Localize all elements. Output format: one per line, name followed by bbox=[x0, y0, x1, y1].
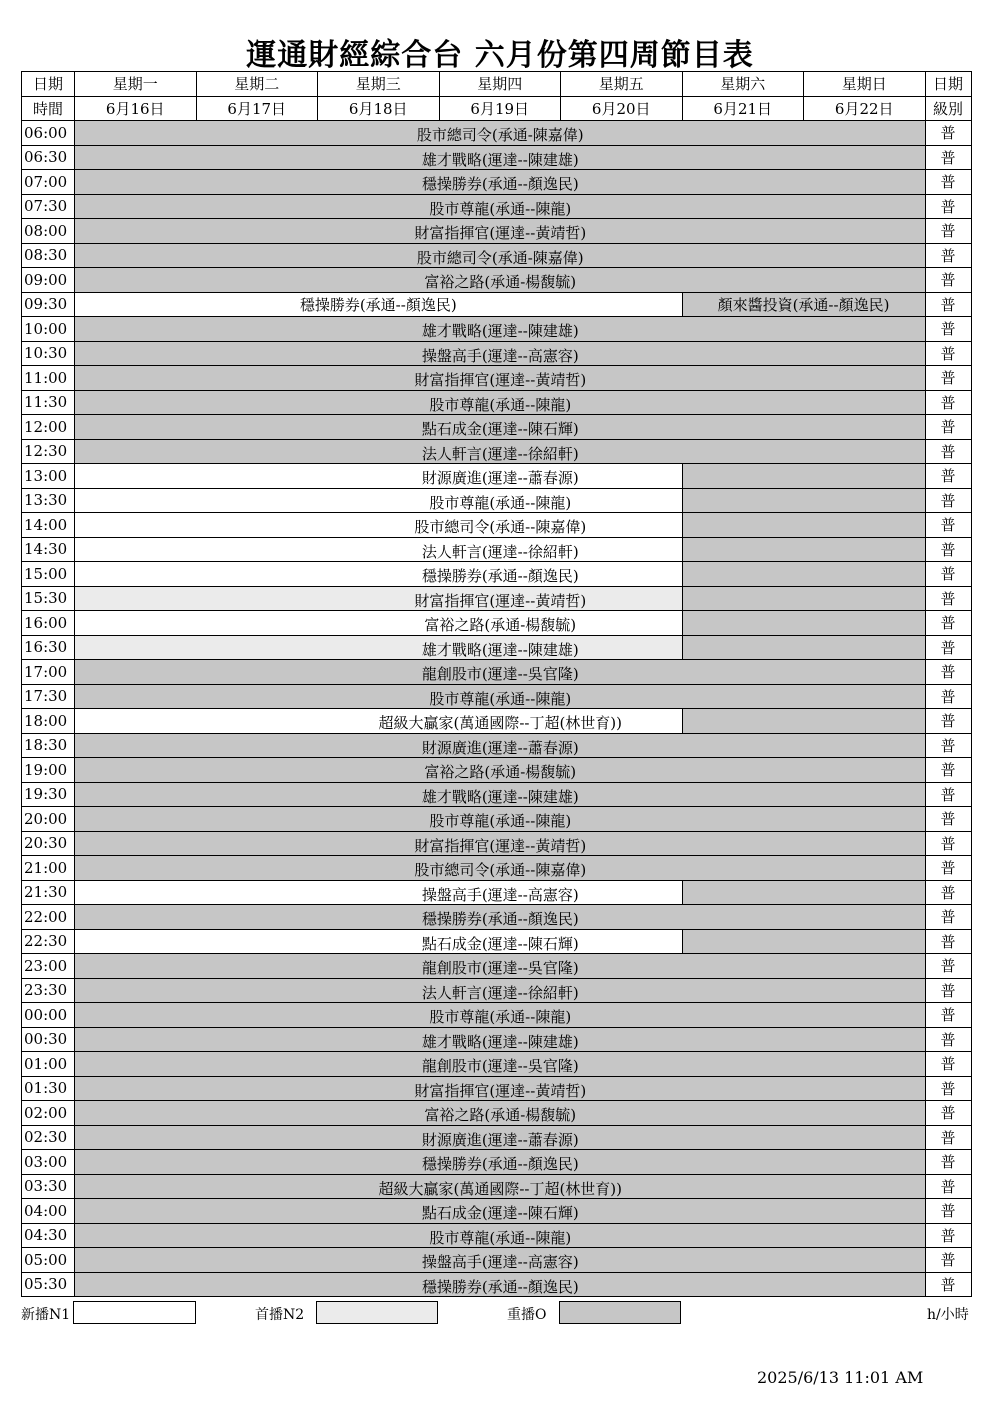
table-row bbox=[22, 1199, 972, 1224]
table-row bbox=[22, 1125, 972, 1150]
program-cell bbox=[75, 1052, 926, 1077]
table-row bbox=[22, 562, 972, 587]
table-row bbox=[22, 1027, 972, 1052]
table-row bbox=[22, 219, 972, 244]
time-slot: 02:00 bbox=[22, 1101, 75, 1126]
legend-unit-label: h/小時 bbox=[927, 1307, 969, 1323]
program-cell bbox=[75, 611, 683, 636]
program-label: 雄才戰略(運達--陳建雄) bbox=[421, 150, 579, 169]
table-row bbox=[22, 341, 972, 366]
header-date-label: 日期 bbox=[22, 72, 75, 97]
time-slot: 15:00 bbox=[22, 562, 75, 587]
time-slot: 13:30 bbox=[22, 488, 75, 513]
program-cell bbox=[75, 1199, 926, 1224]
program-cell bbox=[75, 366, 926, 391]
program-label: 財源廣進(運達--蕭春源) bbox=[421, 1130, 579, 1149]
rating-cell: 普 bbox=[925, 1125, 971, 1150]
table-row bbox=[22, 611, 972, 636]
rating-cell: 普 bbox=[925, 1248, 971, 1273]
rating-cell: 普 bbox=[925, 1027, 971, 1052]
rating-cell: 普 bbox=[925, 831, 971, 856]
legend-rerun-swatch bbox=[559, 1301, 681, 1324]
program-label: 點石成金(運達--陳石輝) bbox=[421, 420, 579, 438]
table-row bbox=[22, 1150, 972, 1175]
program-cell bbox=[682, 488, 925, 513]
time-slot: 22:00 bbox=[22, 905, 75, 930]
table-row bbox=[22, 366, 972, 391]
program-cell bbox=[75, 660, 926, 685]
rating-cell: 普 bbox=[925, 317, 971, 342]
program-cell bbox=[75, 1272, 926, 1297]
program-label: 富裕之路(承通-楊馥毓) bbox=[424, 616, 577, 634]
time-slot: 23:30 bbox=[22, 978, 75, 1003]
table-row bbox=[22, 1003, 972, 1028]
time-slot: 16:30 bbox=[22, 635, 75, 660]
table-row bbox=[22, 1272, 972, 1297]
rating-cell: 普 bbox=[925, 488, 971, 513]
program-cell bbox=[75, 978, 926, 1003]
rating-cell: 普 bbox=[925, 929, 971, 954]
program-cell bbox=[75, 635, 683, 660]
time-slot: 14:30 bbox=[22, 537, 75, 562]
program-label: 雄才戰略(運達--陳建雄) bbox=[421, 640, 579, 659]
program-cell bbox=[75, 954, 926, 979]
rating-cell: 普 bbox=[925, 292, 971, 317]
time-slot: 20:00 bbox=[22, 807, 75, 832]
header-day: 星期一 bbox=[75, 72, 197, 97]
program-cell bbox=[75, 439, 926, 464]
table-row bbox=[22, 513, 972, 538]
program-label: 財富指揮官(運達--黃靖哲) bbox=[414, 224, 587, 242]
program-cell bbox=[682, 611, 925, 636]
table-row bbox=[22, 170, 972, 195]
time-slot: 23:00 bbox=[22, 954, 75, 979]
program-label: 法人軒言(運達--徐紹軒) bbox=[421, 983, 579, 1002]
program-cell bbox=[75, 1125, 926, 1150]
program-cell bbox=[682, 537, 925, 562]
table-row bbox=[22, 194, 972, 219]
program-label: 股市尊龍(承通--陳龍) bbox=[429, 689, 572, 708]
rating-cell: 普 bbox=[925, 243, 971, 268]
rating-cell: 普 bbox=[925, 415, 971, 440]
program-label: 雄才戰略(運達--陳建雄) bbox=[421, 787, 579, 806]
program-label: 穩操勝券(承通--顏逸民) bbox=[421, 910, 579, 928]
table-row bbox=[22, 292, 972, 317]
program-cell bbox=[75, 831, 926, 856]
header-day: 星期二 bbox=[196, 72, 318, 97]
rating-cell: 普 bbox=[925, 782, 971, 807]
table-row bbox=[22, 268, 972, 293]
program-label: 穩操勝券(承通--顏逸民) bbox=[299, 295, 457, 314]
schedule-table bbox=[21, 71, 972, 1297]
time-slot: 14:00 bbox=[22, 513, 75, 538]
time-slot: 21:00 bbox=[22, 856, 75, 881]
time-slot: 10:30 bbox=[22, 341, 75, 366]
program-cell bbox=[75, 1150, 926, 1175]
program-cell bbox=[75, 758, 926, 783]
header-day: 星期四 bbox=[439, 72, 561, 97]
program-label: 穩操勝券(承通--顏逸民) bbox=[421, 175, 579, 193]
time-slot: 01:30 bbox=[22, 1076, 75, 1101]
rating-cell: 普 bbox=[925, 562, 971, 587]
program-label: 操盤高手(運達--高憲容) bbox=[421, 1253, 579, 1271]
table-row bbox=[22, 317, 972, 342]
time-slot: 07:30 bbox=[22, 194, 75, 219]
rating-cell: 普 bbox=[925, 145, 971, 170]
time-slot: 06:30 bbox=[22, 145, 75, 170]
program-cell bbox=[75, 121, 926, 146]
program-cell bbox=[75, 733, 926, 758]
header-time-label: 時間 bbox=[22, 96, 75, 121]
program-label: 股市尊龍(承通--陳龍) bbox=[429, 199, 572, 218]
rating-cell: 普 bbox=[925, 268, 971, 293]
program-cell bbox=[75, 268, 926, 293]
table-row bbox=[22, 1248, 972, 1273]
program-cell bbox=[682, 562, 925, 587]
table-row bbox=[22, 978, 972, 1003]
program-label: 龍創股市(運達--吳官隆) bbox=[421, 665, 579, 683]
program-label: 財富指揮官(運達--黃靖哲) bbox=[414, 836, 587, 855]
table-row bbox=[22, 1174, 972, 1199]
time-slot: 03:00 bbox=[22, 1150, 75, 1175]
program-label: 股市尊龍(承通--陳龍) bbox=[429, 1008, 572, 1026]
header-day: 星期五 bbox=[561, 72, 683, 97]
rating-cell: 普 bbox=[925, 1199, 971, 1224]
program-cell bbox=[75, 194, 926, 219]
program-label: 龍創股市(運達--吳官隆) bbox=[421, 1057, 579, 1075]
rating-cell: 普 bbox=[925, 439, 971, 464]
header-date: 6月20日 bbox=[561, 96, 683, 121]
header-date: 6月18日 bbox=[318, 96, 440, 121]
program-label: 點石成金(運達--陳石輝) bbox=[421, 934, 579, 953]
rating-cell: 普 bbox=[925, 170, 971, 195]
program-label: 富裕之路(承通-楊馥毓) bbox=[424, 273, 577, 291]
program-cell bbox=[75, 782, 926, 807]
program-cell bbox=[75, 415, 926, 440]
program-label: 顏來醬投資(承通--顏逸民) bbox=[717, 295, 890, 314]
program-label: 雄才戰略(運達--陳建雄) bbox=[421, 322, 579, 340]
program-label: 富裕之路(承通-楊馥毓) bbox=[424, 763, 577, 781]
program-cell bbox=[75, 929, 683, 954]
time-slot: 12:00 bbox=[22, 415, 75, 440]
rating-cell: 普 bbox=[925, 121, 971, 146]
time-slot: 00:30 bbox=[22, 1027, 75, 1052]
program-label: 雄才戰略(運達--陳建雄) bbox=[421, 1032, 579, 1051]
table-row bbox=[22, 807, 972, 832]
time-slot: 19:00 bbox=[22, 758, 75, 783]
table-row bbox=[22, 635, 972, 660]
program-label: 法人軒言(運達--徐紹軒) bbox=[421, 542, 579, 561]
time-slot: 22:30 bbox=[22, 929, 75, 954]
legend-new-label: 新播N1 bbox=[21, 1307, 71, 1323]
program-label: 財源廣進(運達--蕭春源) bbox=[421, 469, 579, 487]
table-row bbox=[22, 415, 972, 440]
time-slot: 12:30 bbox=[22, 439, 75, 464]
program-label: 股市尊龍(承通--陳龍) bbox=[429, 1228, 572, 1247]
header-date: 6月16日 bbox=[75, 96, 197, 121]
program-cell bbox=[682, 929, 925, 954]
program-cell bbox=[75, 390, 926, 415]
program-label: 財富指揮官(運達--黃靖哲) bbox=[414, 371, 587, 389]
time-slot: 04:30 bbox=[22, 1223, 75, 1248]
program-cell bbox=[75, 1174, 926, 1199]
table-row bbox=[22, 121, 972, 146]
rating-cell: 普 bbox=[925, 709, 971, 734]
program-label: 穩操勝券(承通--顏逸民) bbox=[421, 1155, 579, 1173]
table-row bbox=[22, 758, 972, 783]
program-label: 股市總司令(承通-陳嘉偉) bbox=[416, 126, 584, 144]
program-cell bbox=[75, 880, 683, 905]
table-row bbox=[22, 390, 972, 415]
header-rating-label: 級別 bbox=[925, 96, 971, 121]
program-cell bbox=[75, 145, 926, 170]
program-cell bbox=[75, 807, 926, 832]
table-row bbox=[22, 782, 972, 807]
table-row bbox=[22, 439, 972, 464]
program-label: 法人軒言(運達--徐紹軒) bbox=[421, 444, 579, 463]
rating-cell: 普 bbox=[925, 1101, 971, 1126]
rating-cell: 普 bbox=[925, 1174, 971, 1199]
time-slot: 18:30 bbox=[22, 733, 75, 758]
time-slot: 11:00 bbox=[22, 366, 75, 391]
header-day: 星期三 bbox=[318, 72, 440, 97]
legend-new-swatch bbox=[73, 1301, 196, 1324]
program-label: 穩操勝券(承通--顏逸民) bbox=[421, 567, 579, 585]
rating-cell: 普 bbox=[925, 807, 971, 832]
time-slot: 20:30 bbox=[22, 831, 75, 856]
program-label: 富裕之路(承通-楊馥毓) bbox=[424, 1106, 577, 1124]
program-cell bbox=[75, 464, 683, 489]
program-cell bbox=[75, 292, 683, 317]
rating-cell: 普 bbox=[925, 684, 971, 709]
program-label: 穩操勝券(承通--顏逸民) bbox=[421, 1277, 579, 1296]
rating-cell: 普 bbox=[925, 880, 971, 905]
table-row bbox=[22, 488, 972, 513]
time-slot: 19:30 bbox=[22, 782, 75, 807]
table-row bbox=[22, 684, 972, 709]
program-label: 股市尊龍(承通--陳龍) bbox=[429, 812, 572, 830]
program-cell bbox=[75, 341, 926, 366]
program-label: 操盤高手(運達--高憲容) bbox=[421, 346, 579, 365]
time-slot: 11:30 bbox=[22, 390, 75, 415]
table-row bbox=[22, 905, 972, 930]
program-label: 財富指揮官(運達--黃靖哲) bbox=[414, 1081, 587, 1100]
rating-cell: 普 bbox=[925, 733, 971, 758]
program-label: 財源廣進(運達--蕭春源) bbox=[421, 738, 579, 757]
table-row bbox=[22, 1101, 972, 1126]
header-day: 星期日 bbox=[804, 72, 926, 97]
table-row bbox=[22, 660, 972, 685]
time-slot: 15:30 bbox=[22, 586, 75, 611]
table-row bbox=[22, 1052, 972, 1077]
time-slot: 10:00 bbox=[22, 317, 75, 342]
program-cell bbox=[75, 562, 683, 587]
legend bbox=[21, 1300, 971, 1326]
rating-cell: 普 bbox=[925, 586, 971, 611]
program-label: 股市總司令(承通-陳嘉偉) bbox=[416, 248, 584, 267]
time-slot: 17:30 bbox=[22, 684, 75, 709]
rating-cell: 普 bbox=[925, 1272, 971, 1297]
program-label: 操盤高手(運達--高憲容) bbox=[421, 885, 579, 904]
table-row bbox=[22, 537, 972, 562]
rating-cell: 普 bbox=[925, 390, 971, 415]
program-label: 股市尊龍(承通--陳龍) bbox=[429, 493, 572, 512]
program-cell bbox=[75, 856, 926, 881]
table-row bbox=[22, 856, 972, 881]
rating-cell: 普 bbox=[925, 856, 971, 881]
table-row bbox=[22, 733, 972, 758]
header-date-label-right: 日期 bbox=[925, 72, 971, 97]
program-cell bbox=[682, 586, 925, 611]
table-row bbox=[22, 145, 972, 170]
time-slot: 02:30 bbox=[22, 1125, 75, 1150]
time-slot: 09:00 bbox=[22, 268, 75, 293]
program-cell bbox=[75, 488, 683, 513]
table-row bbox=[22, 464, 972, 489]
program-cell bbox=[75, 1223, 926, 1248]
rating-cell: 普 bbox=[925, 978, 971, 1003]
time-slot: 16:00 bbox=[22, 611, 75, 636]
program-cell bbox=[75, 243, 926, 268]
program-label: 股市尊龍(承通--陳龍) bbox=[429, 395, 572, 414]
rating-cell: 普 bbox=[925, 366, 971, 391]
table-row bbox=[22, 709, 972, 734]
header-date: 6月19日 bbox=[439, 96, 561, 121]
rating-cell: 普 bbox=[925, 341, 971, 366]
program-cell bbox=[75, 1027, 926, 1052]
program-cell bbox=[75, 905, 926, 930]
program-label: 龍創股市(運達--吳官隆) bbox=[421, 959, 579, 977]
time-slot: 05:30 bbox=[22, 1272, 75, 1297]
program-cell bbox=[75, 586, 683, 611]
rating-cell: 普 bbox=[925, 1003, 971, 1028]
program-label: 股市總司令(承通--陳嘉偉) bbox=[414, 861, 587, 879]
table-row bbox=[22, 880, 972, 905]
legend-premiere-label: 首播N2 bbox=[255, 1307, 305, 1323]
time-slot: 08:30 bbox=[22, 243, 75, 268]
program-label: 股市總司令(承通--陳嘉偉) bbox=[414, 518, 587, 536]
program-cell bbox=[682, 464, 925, 489]
time-slot: 00:00 bbox=[22, 1003, 75, 1028]
program-cell bbox=[682, 880, 925, 905]
time-slot: 13:00 bbox=[22, 464, 75, 489]
program-cell bbox=[75, 1248, 926, 1273]
rating-cell: 普 bbox=[925, 660, 971, 685]
program-label: 超級大贏家(萬通國際--丁超(林世育)) bbox=[378, 714, 623, 732]
rating-cell: 普 bbox=[925, 513, 971, 538]
program-cell bbox=[75, 170, 926, 195]
print-timestamp: 2025/6/13 11:01 AM bbox=[757, 1368, 924, 1387]
legend-premiere-swatch bbox=[316, 1301, 438, 1324]
time-slot: 17:00 bbox=[22, 660, 75, 685]
time-slot: 01:00 bbox=[22, 1052, 75, 1077]
program-label: 點石成金(運達--陳石輝) bbox=[421, 1204, 579, 1222]
program-cell bbox=[75, 513, 683, 538]
program-cell bbox=[682, 292, 925, 317]
time-slot: 18:00 bbox=[22, 709, 75, 734]
rating-cell: 普 bbox=[925, 219, 971, 244]
header-day: 星期六 bbox=[682, 72, 804, 97]
rating-cell: 普 bbox=[925, 537, 971, 562]
time-slot: 08:00 bbox=[22, 219, 75, 244]
table-row bbox=[22, 954, 972, 979]
table-row bbox=[22, 1076, 972, 1101]
time-slot: 07:00 bbox=[22, 170, 75, 195]
table-row bbox=[22, 1223, 972, 1248]
time-slot: 21:30 bbox=[22, 880, 75, 905]
rating-cell: 普 bbox=[925, 635, 971, 660]
page-title: 運通財經綜合台 六月份第四周節目表 bbox=[246, 38, 754, 73]
header-date: 6月21日 bbox=[682, 96, 804, 121]
header-row-dates bbox=[22, 96, 972, 121]
program-cell bbox=[682, 709, 925, 734]
program-cell bbox=[682, 513, 925, 538]
rating-cell: 普 bbox=[925, 1076, 971, 1101]
program-cell bbox=[75, 709, 683, 734]
rating-cell: 普 bbox=[925, 1223, 971, 1248]
table-row bbox=[22, 586, 972, 611]
rating-cell: 普 bbox=[925, 1052, 971, 1077]
program-cell bbox=[75, 1101, 926, 1126]
header-date: 6月22日 bbox=[804, 96, 926, 121]
program-label: 超級大贏家(萬通國際--丁超(林世育)) bbox=[378, 1179, 623, 1198]
table-row bbox=[22, 929, 972, 954]
time-slot: 05:00 bbox=[22, 1248, 75, 1273]
program-cell bbox=[75, 684, 926, 709]
rating-cell: 普 bbox=[925, 905, 971, 930]
time-slot: 09:30 bbox=[22, 292, 75, 317]
program-cell bbox=[75, 219, 926, 244]
time-slot: 04:00 bbox=[22, 1199, 75, 1224]
time-slot: 06:00 bbox=[22, 121, 75, 146]
rating-cell: 普 bbox=[925, 194, 971, 219]
program-cell bbox=[75, 537, 683, 562]
program-cell bbox=[75, 1076, 926, 1101]
header-date: 6月17日 bbox=[196, 96, 318, 121]
rating-cell: 普 bbox=[925, 758, 971, 783]
rating-cell: 普 bbox=[925, 464, 971, 489]
rating-cell: 普 bbox=[925, 1150, 971, 1175]
program-cell bbox=[75, 1003, 926, 1028]
rating-cell: 普 bbox=[925, 611, 971, 636]
table-row bbox=[22, 831, 972, 856]
program-cell bbox=[682, 635, 925, 660]
table-row bbox=[22, 243, 972, 268]
legend-rerun-label: 重播O bbox=[507, 1307, 547, 1323]
rating-cell: 普 bbox=[925, 954, 971, 979]
header-row-days bbox=[22, 72, 972, 97]
program-label: 財富指揮官(運達--黃靖哲) bbox=[414, 591, 587, 610]
time-slot: 03:30 bbox=[22, 1174, 75, 1199]
program-cell bbox=[75, 317, 926, 342]
